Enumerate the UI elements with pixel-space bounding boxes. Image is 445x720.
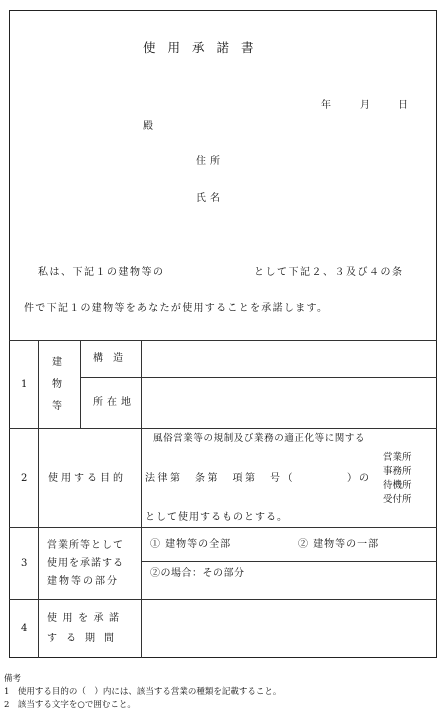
premises-label-line1: 営業所等として [47, 540, 124, 551]
date-year-label: 年 [321, 100, 331, 111]
note-item-2: 2 該当する文字を○で囲むこと。 [4, 700, 136, 710]
row1-group-char-3: 等 [52, 401, 62, 412]
row1-group-char-2: 物 [52, 379, 62, 390]
purpose-label: 使用する目的 [48, 473, 126, 484]
law-clause: 法律第 条第 項第 号（ [145, 473, 295, 484]
row3-bottom-line [9, 599, 437, 600]
row1-group-char-1: 建 [52, 357, 62, 368]
row3-number: 3 [21, 558, 28, 569]
location-label: 所在地 [93, 397, 135, 408]
addressee-suffix: 殿 [143, 121, 153, 132]
body-line1-end: として下記２、３及び４の条 [254, 267, 404, 278]
business-type-reception: 受付所 [383, 494, 412, 505]
purpose-closing: として使用するものとする。 [145, 512, 288, 523]
name-label: 氏名 [196, 193, 224, 204]
option-part-detail: ②の場合：その部分 [150, 568, 245, 579]
date-month-label: 月 [360, 100, 370, 111]
option-whole-building: ① 建物等の全部 [150, 539, 232, 550]
premises-label-line3: 建物等の部分 [47, 576, 119, 587]
document-title: 使用承諾書 [143, 40, 266, 55]
period-label-line2: する期間 [47, 633, 123, 644]
row2-bottom-line [9, 527, 437, 528]
row1-split-line [80, 377, 437, 378]
option-part-building: ② 建物等の一部 [298, 539, 380, 550]
row1-bottom-line [9, 428, 437, 429]
business-type-office: 営業所 [383, 452, 412, 463]
business-type-business-office: 事務所 [383, 466, 412, 477]
business-type-waiting-room: 待機所 [383, 480, 412, 491]
law-number-suffix: ）の [347, 473, 371, 484]
number-column-divider [38, 340, 39, 658]
period-label-line1: 使用を承諾 [47, 613, 125, 624]
note-item-1: 1 使用する目的の（ ）内には、該当する営業の種類を記載すること。 [4, 687, 282, 697]
date-day-label: 日 [398, 100, 408, 111]
structure-label: 構 造 [93, 353, 123, 364]
body-line1-start: 私は、下記１の建物等の [38, 267, 165, 278]
body-line2: 件で下記１の建物等をあなたが使用することを承諾します。 [24, 303, 329, 314]
row3-split-line [141, 561, 437, 562]
row4-number: 4 [21, 623, 28, 634]
table-top-border [9, 340, 437, 341]
row2-number: 2 [21, 473, 28, 484]
label-column-divider [141, 340, 142, 658]
row1-number: 1 [21, 379, 28, 390]
notes-heading: 備考 [4, 674, 22, 684]
address-label: 住所 [196, 156, 224, 167]
row1-group-divider [80, 340, 81, 428]
law-text: 風俗営業等の規制及び業務の適正化等に関する [153, 433, 366, 444]
premises-label-line2: 使用を承諾する [47, 558, 124, 569]
